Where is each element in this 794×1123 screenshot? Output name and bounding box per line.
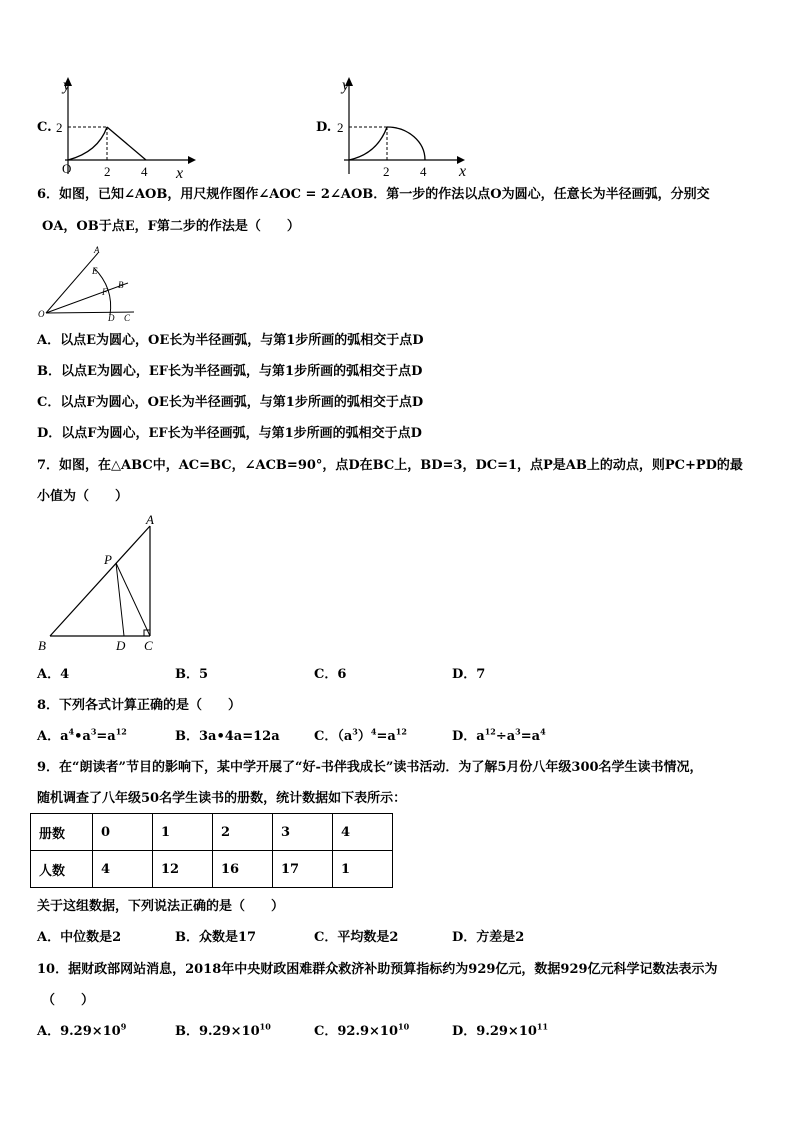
- table-header-cell: 册数: [31, 814, 93, 851]
- q7-option-c: C．6: [314, 667, 347, 682]
- q6-option-c: C．以点F为圆心，OE长为半径画弧，与第1步所画的弧相交于点D: [37, 395, 424, 410]
- x-tick-4: 4: [141, 164, 148, 179]
- point-label-f: F: [102, 287, 108, 297]
- q8-d-part: D．a: [452, 729, 485, 744]
- x-tick-2: 2: [104, 164, 111, 179]
- q8-d-part: ÷a: [495, 729, 516, 744]
- q10-option-a: [37, 1021, 127, 1040]
- q6-figure: [36, 243, 146, 323]
- y-axis-label: y: [342, 77, 350, 94]
- q8-d-exp: 4: [540, 726, 546, 737]
- q9-option-a: A．中位数是2: [37, 930, 122, 945]
- point-label-a: A: [146, 512, 154, 527]
- q9-option-b: B．众数是17: [175, 930, 257, 945]
- side-ab: [50, 526, 150, 636]
- table-row: [31, 814, 393, 851]
- curve-rise: [68, 127, 107, 160]
- line-descent: [107, 127, 146, 160]
- q8-c-exp: 3: [352, 726, 358, 737]
- q10-d-exp: 11: [536, 1021, 549, 1032]
- q10-c-base: C．92.9×10: [314, 1024, 398, 1039]
- table-cell: 2: [213, 814, 273, 851]
- q8-c-part: ）: [357, 729, 371, 744]
- q8-a-part: A．a: [37, 729, 69, 744]
- x-axis-label: x: [459, 163, 467, 180]
- q7-option-b: B．5: [175, 667, 209, 682]
- point-label-d: D: [116, 638, 126, 653]
- table-cell: 17: [273, 851, 333, 888]
- arc-descent: [387, 127, 425, 160]
- table-cell: 12: [153, 851, 213, 888]
- q9-stem-line1: 9．在“朗读者”节目的影响下，某中学开展了“好-书伴我成长”读书活动．为了解5月份八年级300名学生读书情况，: [37, 760, 703, 775]
- table-cell: 4: [333, 814, 393, 851]
- q8-d-part: =a: [520, 729, 541, 744]
- q8-option-a: [37, 726, 127, 745]
- q10-b-base: B．9.29×10: [175, 1024, 260, 1039]
- ray-ob: [46, 283, 128, 313]
- segment-pc: [116, 563, 150, 636]
- point-label-d: D: [108, 313, 115, 323]
- q8-option-b: B．3a•4a=12a: [175, 729, 280, 744]
- q8-a-exp: 12: [115, 726, 127, 737]
- q5-option-d-label: D.: [316, 120, 332, 135]
- q6-option-a: A．以点E为圆心，OE长为半径画弧，与第1步所画的弧相交于点D: [37, 333, 424, 348]
- x-axis-arrow-icon: [188, 156, 196, 164]
- table-cell: 1: [153, 814, 213, 851]
- q8-a-part: =a: [96, 729, 116, 744]
- q7-option-d: D．7: [452, 667, 486, 682]
- q8-c-exp: 12: [395, 726, 407, 737]
- q10-option-b: [175, 1021, 271, 1040]
- table-cell: 1: [333, 851, 393, 888]
- q7-figure: [36, 512, 166, 654]
- q8-a-exp: 4: [68, 726, 75, 737]
- origin-label: O: [62, 161, 72, 176]
- q10-d-base: D．9.29×10: [452, 1024, 537, 1039]
- q9-data-table: [30, 813, 393, 888]
- y-tick-2: 2: [56, 120, 63, 135]
- q10-b-exp: 10: [259, 1021, 271, 1032]
- q6-stem-line1: 6．如图，已知∠AOB，用尺规作图作∠AOC = 2∠AOB．第一步的作法以点O为圆心，任意长为半径画弧，分别交: [37, 187, 710, 202]
- q10-option-d: [452, 1021, 549, 1040]
- q7-stem-line1: 7．如图，在△ABC中，AC=BC，∠ACB=90°，点D在BC上，BD=3，DC=1，点P是AB上的动点，则PC+PD的最: [37, 458, 743, 473]
- q7-stem-line2: 小值为（ ）: [37, 489, 129, 504]
- segment-pd: [116, 563, 124, 636]
- point-label-e: E: [92, 266, 98, 276]
- q8-d-exp: 12: [484, 726, 496, 737]
- q8-option-c: [314, 726, 407, 745]
- q9-question: 关于这组数据，下列说法正确的是（ ）: [37, 899, 285, 914]
- q10-a-exp: 9: [120, 1021, 127, 1032]
- table-row: [31, 851, 393, 888]
- q10-option-c: [314, 1021, 410, 1040]
- table-cell: 4: [93, 851, 153, 888]
- point-label-p: P: [104, 552, 112, 567]
- q6-stem-line2: OA，OB于点E，F第二步的作法是（ ）: [42, 219, 300, 234]
- table-cell: 3: [273, 814, 333, 851]
- q6-option-b: B．以点E为圆心，EF长为半径画弧，与第1步所画的弧相交于点D: [37, 364, 423, 379]
- point-label-c: C: [124, 313, 131, 323]
- q8-c-part: C．（a: [314, 729, 353, 744]
- q8-option-d: [452, 726, 546, 745]
- q7-option-a: A．4: [37, 667, 70, 682]
- point-label-b: B: [118, 280, 124, 290]
- q10-c-exp: 10: [398, 1021, 410, 1032]
- q10-stem-line2: （ ）: [42, 993, 95, 1008]
- point-label-c: C: [144, 638, 153, 653]
- point-label-b: B: [38, 638, 46, 653]
- q5-graph-c: [58, 74, 198, 180]
- q10-a-base: A．9.29×10: [37, 1024, 121, 1039]
- q9-option-c: C．平均数是2: [314, 930, 399, 945]
- q8-c-exp: 4: [370, 726, 377, 737]
- q5-graph-d: [337, 74, 477, 180]
- y-axis-label: y: [63, 77, 71, 94]
- q9-option-d: D．方差是2: [452, 930, 525, 945]
- q8-d-exp: 3: [515, 726, 521, 737]
- q8-a-exp: 3: [90, 726, 97, 737]
- q6-option-d: D．以点F为圆心，EF长为半径画弧，与第1步所画的弧相交于点D: [37, 426, 422, 441]
- q5-option-c-label: C.: [37, 120, 52, 135]
- table-header-cell: 人数: [31, 851, 93, 888]
- point-label-o: O: [38, 309, 45, 319]
- x-tick-2: 2: [383, 164, 390, 179]
- q8-stem: 8．下列各式计算正确的是（ ）: [37, 698, 242, 713]
- table-cell: 0: [93, 814, 153, 851]
- curve-rise: [349, 127, 387, 160]
- point-label-a: A: [94, 245, 100, 255]
- table-cell: 16: [213, 851, 273, 888]
- ray-oc: [46, 312, 134, 313]
- q9-stem-line2: 随机调查了八年级50名学生读书的册数，统计数据如下表所示：: [37, 791, 407, 806]
- y-tick-2: 2: [337, 120, 344, 135]
- x-axis-label: x: [176, 165, 184, 182]
- q8-a-part: •a: [74, 729, 91, 744]
- q10-stem-line1: 10．据财政部网站消息，2018年中央财政困难群众救济补助预算指标约为929亿元，数据929亿元科学记数法表示为: [37, 962, 718, 977]
- q8-c-part: =a: [376, 729, 396, 744]
- x-tick-4: 4: [420, 164, 427, 179]
